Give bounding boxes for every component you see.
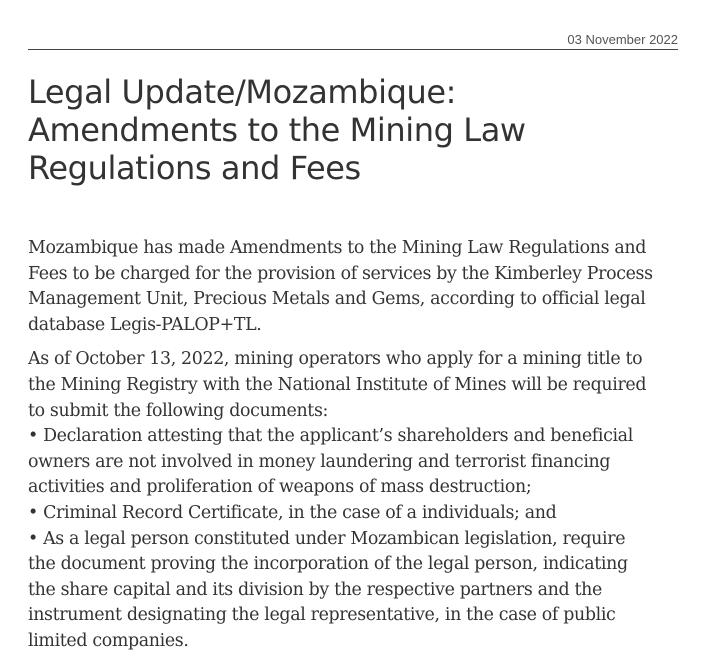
paragraph-line: to submit the following documents: — [28, 400, 329, 421]
title-line: Regulations and Fees — [28, 149, 361, 187]
paragraph-line: limited companies. — [28, 630, 189, 651]
article-meta-row — [28, 0, 678, 50]
article — [28, 0, 678, 664]
article-body — [28, 236, 678, 655]
paragraph-line: activities and proliferation of weapons of mass destruction; — [28, 477, 532, 498]
paragraph-line: database Legis-PALOP+TL. — [28, 314, 262, 335]
article-title — [28, 73, 678, 187]
intro-paragraph — [28, 236, 678, 338]
bullet-criminal-record: • Criminal Record Certificate, in the case of a individuals; and — [28, 502, 557, 523]
publish-date: 03 November 2022 — [567, 32, 678, 47]
paragraph-line: Mozambique has made Amendments to the Mining Law Regulations and — [28, 238, 647, 258]
paragraph-line: the share capital and its division by the respective partners and the — [28, 579, 602, 600]
title-line: Legal Update/Mozambique: — [28, 73, 457, 111]
paragraph-line: As of October 13, 2022, mining operators who apply for a mining title to — [28, 349, 643, 370]
paragraph-line: owners are not involved in money laundering and terrorist financing — [28, 451, 611, 472]
requirements-paragraph — [28, 347, 678, 654]
paragraph-line: Management Unit, Precious Metals and Gems, according to official legal — [28, 289, 646, 310]
paragraph-line: Fees to be charged for the provision of services by the Kimberley Process — [28, 263, 653, 284]
title-line: Amendments to the Mining Law — [28, 111, 526, 149]
bullet-declaration: • Declaration attesting that the applicant’s shareholders and beneficial — [28, 426, 633, 447]
paragraph-line: instrument designating the legal representative, in the case of public — [28, 605, 616, 626]
paragraph-line: the document proving the incorporation of the legal person, indicating — [28, 554, 628, 575]
bullet-legal-person: • As a legal person constituted under Mozambican legislation, require — [28, 528, 626, 549]
paragraph-line: the Mining Registry with the National Institute of Mines will be required — [28, 374, 647, 395]
